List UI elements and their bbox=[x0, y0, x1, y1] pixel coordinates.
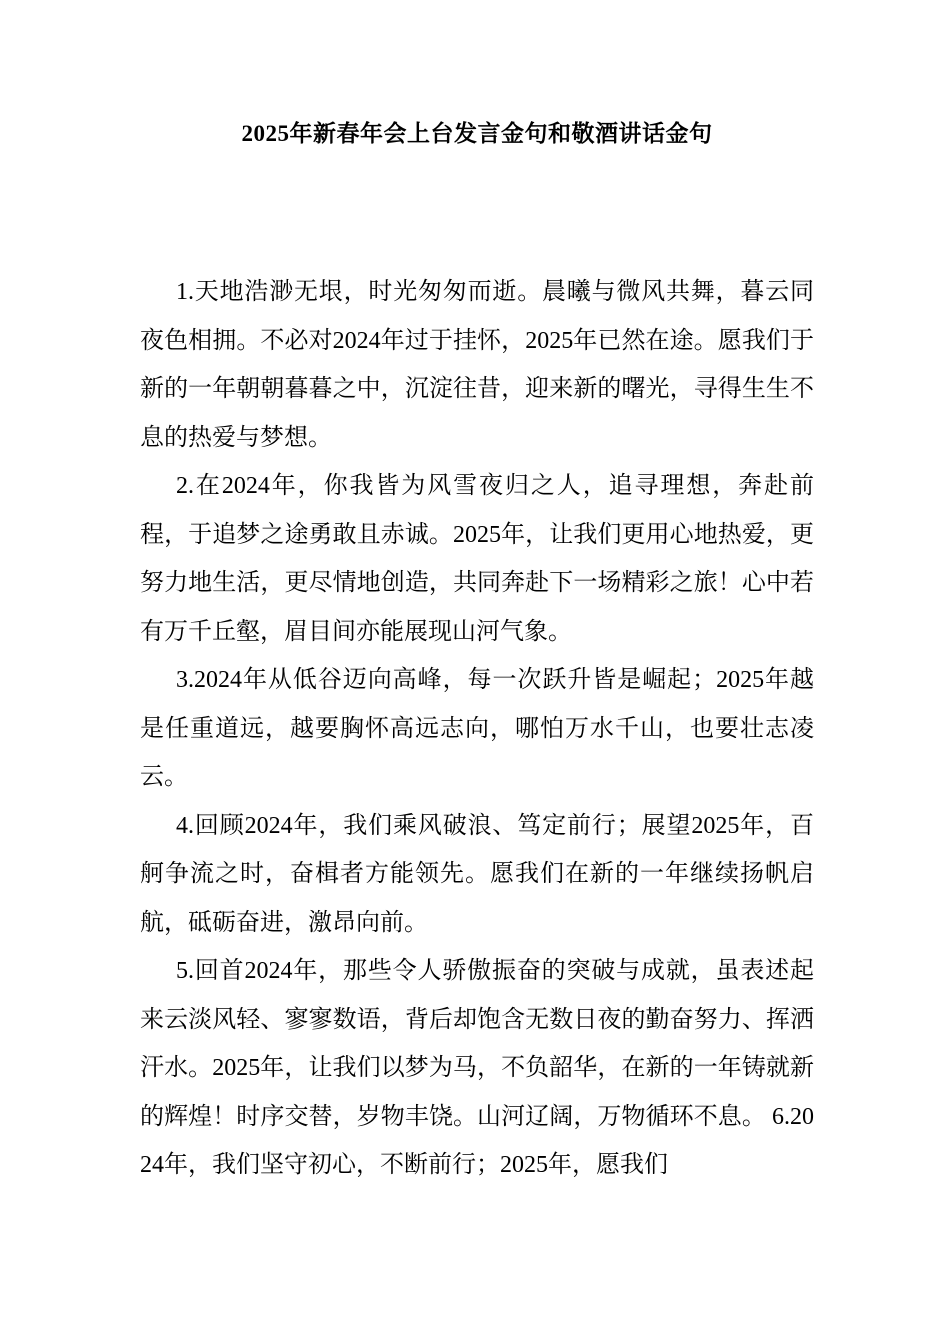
document-title: 2025年新春年会上台发言金句和敬酒讲话金句 bbox=[241, 121, 713, 146]
paragraph: 1.天地浩渺无垠，时光匆匆而逝。晨曦与微风共舞，暮云同夜色相拥。不必对2024年过于挂怀，2025年已然在途。愿我们于新的一年朝朝暮暮之中，沉淀往昔，迎来新的曙光，寻得生生不息的热爱与梦想。 bbox=[140, 279, 814, 451]
paragraph: 3.2024年从低谷迈向高峰，每一次跃升皆是崛起；2025年越是任重道远，越要胸怀高远志向，哪怕万水千山，也要壮志凌云。 bbox=[140, 667, 814, 791]
paragraph: 4.回顾2024年，我们乘风破浪、笃定前行；展望2025年，百舸争流之时，奋楫者方能领先。愿我们在新的一年继续扬帆启航，砥砺奋进，激昂向前。 bbox=[140, 812, 814, 936]
document-body bbox=[140, 268, 814, 1190]
paragraph: 5.回首2024年，那些令人骄傲振奋的突破与成就，虽表述起来云淡风轻、寥寥数语，背后却饱含无数日夜的勤奋努力、挥洒汗水。2025年，让我们以梦为马，不负韶华，在新的一年铸就新的辉煌！时序交替，岁物丰饶。山河辽阔，万物循环不息。 6.2024年，我们坚守初心，不断前行；2025年，愿我们 bbox=[140, 958, 814, 1179]
paragraph: 2.在2024年，你我皆为风雪夜归之人，追寻理想，奔赴前程，于追梦之途勇敢且赤诚。2025年，让我们更用心地热爱，更努力地生活，更尽情地创造，共同奔赴下一场精彩之旅！心中若有万千丘壑，眉目间亦能展现山河气象。 bbox=[140, 473, 814, 645]
